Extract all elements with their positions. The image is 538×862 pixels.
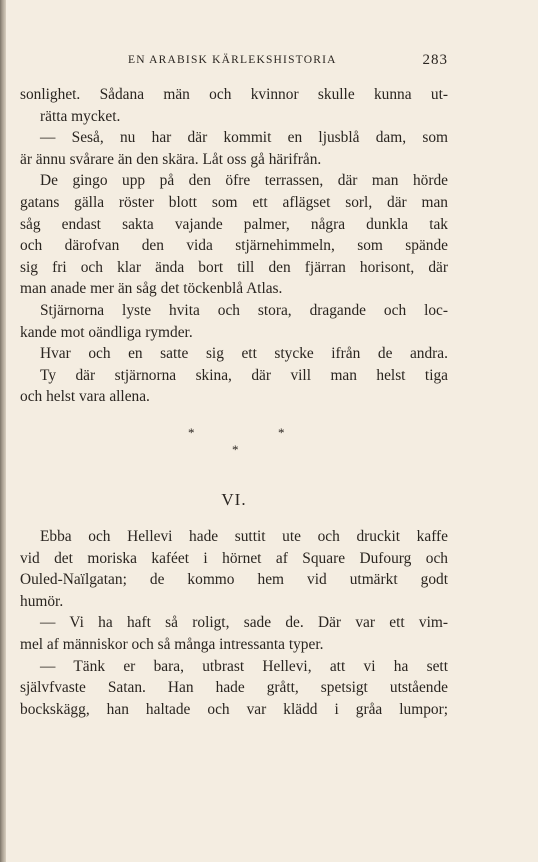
text-line: såg endast sakta vajande palmer, några dunkla tak (20, 215, 448, 233)
text-line: sig fri och klar ända bort till den fjärran horisont, där (20, 258, 448, 276)
text-line: Ouled-Naïlgatan; de kommo hem vid utmärkt godt (20, 571, 448, 589)
text-line: Hvar och en satte sig ett stycke ifrån de andra. (40, 345, 448, 363)
text-line: sonlighet. Sådana män och kvinnor skulle kunna ut- (20, 86, 448, 103)
text-line: Stjärnorna lyste hvita och stora, dragande och loc- (40, 301, 448, 319)
text-line: mel af människor och så många intressanta typer. (20, 635, 324, 653)
text-line: Ty där stjärnorna skina, där vill man helst tiga (40, 366, 448, 384)
running-header (20, 52, 448, 72)
running-title: EN ARABISK KÄRLEKSHISTORIA (128, 54, 337, 66)
text-line: man anade mer än såg det töckenblå Atlas. (20, 280, 283, 298)
page-number: 283 (422, 52, 448, 68)
text-line: — Tänk er bara, utbrast Hellevi, att vi ha sett (40, 657, 448, 675)
asterisk-mark: * (188, 425, 195, 440)
text-line: Ebba och Hellevi hade suttit ute och druckit kaffe (40, 528, 448, 545)
asterisk-mark: * (278, 425, 285, 440)
text-line: självfvaste Satan. Han hade grått, spetsigt utstående (20, 679, 448, 697)
book-page (20, 0, 448, 862)
text-line: är ännu svårare än den skära. Låt oss gå härifrån. (20, 150, 322, 168)
text-line: rätta mycket. (40, 107, 121, 125)
text-line: vid det moriska kaféet i hörnet af Square Dufourg och (20, 549, 448, 567)
section-break-asterism (20, 426, 448, 462)
text-line: — Vi ha haft så roligt, sade de. Där var ett vim- (40, 614, 448, 632)
text-line: gatans gälla röster blott som ett aflägset sorl, där man (20, 193, 448, 211)
text-line: kande mot oändliga rymder. (20, 323, 193, 341)
text-line: och därofvan den vida stjärnehimmeln, som spände (20, 237, 448, 255)
text-line: och helst vara allena. (20, 388, 150, 406)
text-after-section-break (20, 526, 448, 720)
text-line: humör. (20, 592, 64, 610)
asterisk-mark: * (232, 442, 239, 457)
page-binding-edge (0, 0, 6, 862)
text-line: — Seså, nu har där kommit en ljusblå dam, som (40, 129, 448, 147)
chapter-heading: VI. (221, 490, 247, 509)
text-before-section-break (20, 84, 448, 408)
text-line: De gingo upp på den öfre terrassen, där man hörde (40, 172, 448, 190)
text-line: bockskägg, han haltade och var klädd i gråa lumpor; (20, 700, 448, 718)
